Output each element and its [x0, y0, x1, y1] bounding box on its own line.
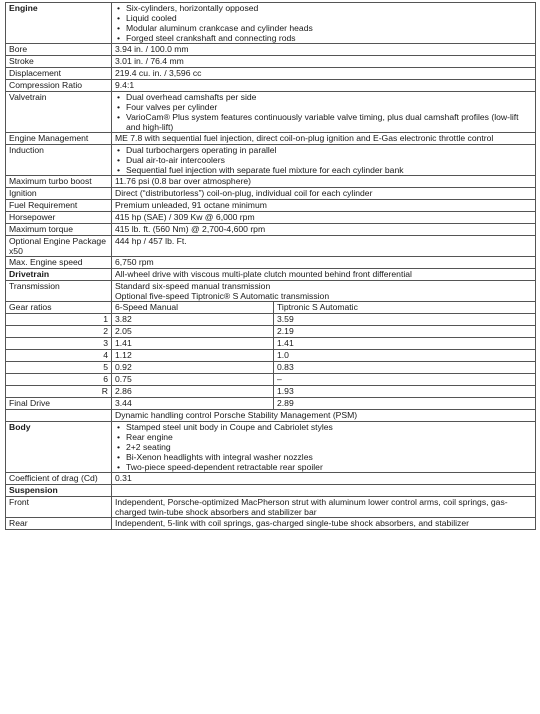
row-label: Maximum torque [6, 224, 112, 236]
row-value: 6,750 rpm [112, 257, 536, 269]
suspension-heading: Suspension [6, 485, 112, 497]
body-heading: Body [6, 422, 112, 473]
table-row [6, 176, 536, 188]
row-label: Engine Management [6, 133, 112, 145]
row-label: Horsepower [6, 212, 112, 224]
table-row [6, 374, 536, 386]
row-value: Independent, Porsche-optimized MacPherson strut with aluminum lower control arms, coil springs, gas-charged twin-tube shock absorbers and stabilizer bar [112, 497, 536, 518]
row-label: Gear ratios [6, 302, 112, 314]
row-value [112, 145, 536, 176]
list-item: • 2+2 seating [115, 442, 532, 452]
row-value [112, 92, 536, 133]
list-item: • Stamped steel unit body in Coupe and Cabriolet styles [115, 422, 532, 432]
row-label: Stroke [6, 56, 112, 68]
table-row [6, 133, 536, 145]
list-item: • Liquid cooled [115, 13, 532, 23]
automatic-ratio: 2.89 [274, 398, 536, 410]
suspension-section-row [6, 485, 536, 497]
row-label: Transmission [6, 281, 112, 302]
row-label: Bore [6, 44, 112, 56]
gear-number: 6 [6, 374, 112, 386]
table-row [6, 497, 536, 518]
spec-sheet [5, 2, 536, 530]
row-value: 11.76 psi (0.8 bar over atmosphere) [112, 176, 536, 188]
row-value: 219.4 cu. in. / 3,596 cc [112, 68, 536, 80]
table-row [6, 350, 536, 362]
table-row [6, 236, 536, 257]
automatic-ratio: 2.19 [274, 326, 536, 338]
row-value: Direct (“distributorless”) coil-on-plug, individual coil for each cylinder [112, 188, 536, 200]
row-label: Displacement [6, 68, 112, 80]
table-row [6, 338, 536, 350]
row-label: Ignition [6, 188, 112, 200]
engine-features [112, 3, 536, 44]
row-value: 3.94 in. / 100.0 mm [112, 44, 536, 56]
row-label: Valvetrain [6, 92, 112, 133]
drivetrain-description: All-wheel drive with viscous multi-plate clutch mounted behind front differential [112, 269, 536, 281]
table-row [6, 362, 536, 374]
drivetrain-section-row [6, 269, 536, 281]
row-value: 444 hp / 457 lb. Ft. [112, 236, 536, 257]
engine-heading: Engine [6, 3, 112, 44]
row-value: 3.01 in. / 76.4 mm [112, 56, 536, 68]
automatic-ratio: 1.41 [274, 338, 536, 350]
row-value: Independent, 5-link with coil springs, gas-charged single-tube shock absorbers, and stabilizer [112, 518, 536, 530]
table-row [6, 326, 536, 338]
body-features [112, 422, 536, 473]
table-row [6, 398, 536, 410]
list-item: • Dual overhead camshafts per side [115, 92, 532, 102]
transmission-standard: Standard six-speed manual transmission [115, 281, 271, 291]
manual-ratio: 3.44 [112, 398, 274, 410]
gear-number: 4 [6, 350, 112, 362]
empty-cell [112, 485, 536, 497]
row-label: Rear [6, 518, 112, 530]
row-label: Max. Engine speed [6, 257, 112, 269]
table-row [6, 212, 536, 224]
row-label: Compression Ratio [6, 80, 112, 92]
row-label: Optional Engine Package x50 [6, 236, 112, 257]
automatic-ratio: 1.93 [274, 386, 536, 398]
manual-ratio: 3.82 [112, 314, 274, 326]
automatic-ratio: 3.59 [274, 314, 536, 326]
list-item: • VarioCam® Plus system features continuously variable valve timing, plus dual camshaft profiles (low-lift and high-lift) [115, 112, 532, 132]
table-row [6, 44, 536, 56]
row-value: 415 lb. ft. (560 Nm) @ 2,700-4,600 rpm [112, 224, 536, 236]
table-row [6, 80, 536, 92]
gear-number: 3 [6, 338, 112, 350]
row-value: Premium unleaded, 91 octane minimum [112, 200, 536, 212]
manual-ratio: 1.41 [112, 338, 274, 350]
list-item: • Forged steel crankshaft and connecting rods [115, 33, 532, 43]
row-label: Fuel Requirement [6, 200, 112, 212]
list-item: • Dual air-to-air intercoolers [115, 155, 532, 165]
table-row [6, 56, 536, 68]
manual-ratio: 1.12 [112, 350, 274, 362]
gear-number: 2 [6, 326, 112, 338]
row-value: ME 7.8 with sequential fuel injection, direct coil-on-plug ignition and E-Gas electronic throttle control [112, 133, 536, 145]
row-label: Maximum turbo boost [6, 176, 112, 188]
automatic-ratio: 0.83 [274, 362, 536, 374]
row-label: Coefficient of drag (Cd) [6, 473, 112, 485]
manual-ratio: 2.86 [112, 386, 274, 398]
list-item: • Rear engine [115, 432, 532, 442]
row-label: Final Drive [6, 398, 112, 410]
psm-value: Dynamic handling control Porsche Stability Management (PSM) [112, 410, 536, 422]
automatic-ratio: 1.0 [274, 350, 536, 362]
row-value [112, 281, 536, 302]
manual-ratio: 0.92 [112, 362, 274, 374]
transmission-optional: Optional five-speed Tiptronic® S Automatic transmission [115, 291, 330, 301]
list-item: • Four valves per cylinder [115, 102, 532, 112]
row-value: 0.31 [112, 473, 536, 485]
manual-ratio: 2.05 [112, 326, 274, 338]
table-row [6, 145, 536, 176]
table-row [6, 518, 536, 530]
list-item: • Bi-Xenon headlights with integral washer nozzles [115, 452, 532, 462]
automatic-ratio: – [274, 374, 536, 386]
list-item: • Dual turbochargers operating in parallel [115, 145, 532, 155]
list-item: • Sequential fuel injection with separate fuel mixture for each cylinder bank [115, 165, 532, 175]
gear-number: 1 [6, 314, 112, 326]
empty-cell [6, 410, 112, 422]
row-value: 9.4:1 [112, 80, 536, 92]
row-value: 415 hp (SAE) / 309 Kw @ 6,000 rpm [112, 212, 536, 224]
drivetrain-heading: Drivetrain [6, 269, 112, 281]
gear-number: R [6, 386, 112, 398]
list-item: • Modular aluminum crankcase and cylinder heads [115, 23, 532, 33]
manual-ratio: 0.75 [112, 374, 274, 386]
column-header-manual: 6-Speed Manual [112, 302, 274, 314]
row-label: Induction [6, 145, 112, 176]
row-label: Front [6, 497, 112, 518]
table-row [6, 200, 536, 212]
list-item: • Two-piece speed-dependent retractable rear spoiler [115, 462, 532, 472]
column-header-automatic: Tiptronic S Automatic [274, 302, 536, 314]
table-row [6, 257, 536, 269]
table-row [6, 224, 536, 236]
table-row [6, 281, 536, 302]
list-item: • Six-cylinders, horizontally opposed [115, 3, 532, 13]
table-row [6, 68, 536, 80]
table-row [6, 473, 536, 485]
spec-table [5, 2, 536, 530]
gear-number: 5 [6, 362, 112, 374]
table-row [6, 188, 536, 200]
table-row [6, 92, 536, 133]
table-row [6, 314, 536, 326]
table-row [6, 386, 536, 398]
gear-ratios-header-row [6, 302, 536, 314]
engine-section-row [6, 3, 536, 44]
table-row [6, 410, 536, 422]
body-section-row [6, 422, 536, 473]
